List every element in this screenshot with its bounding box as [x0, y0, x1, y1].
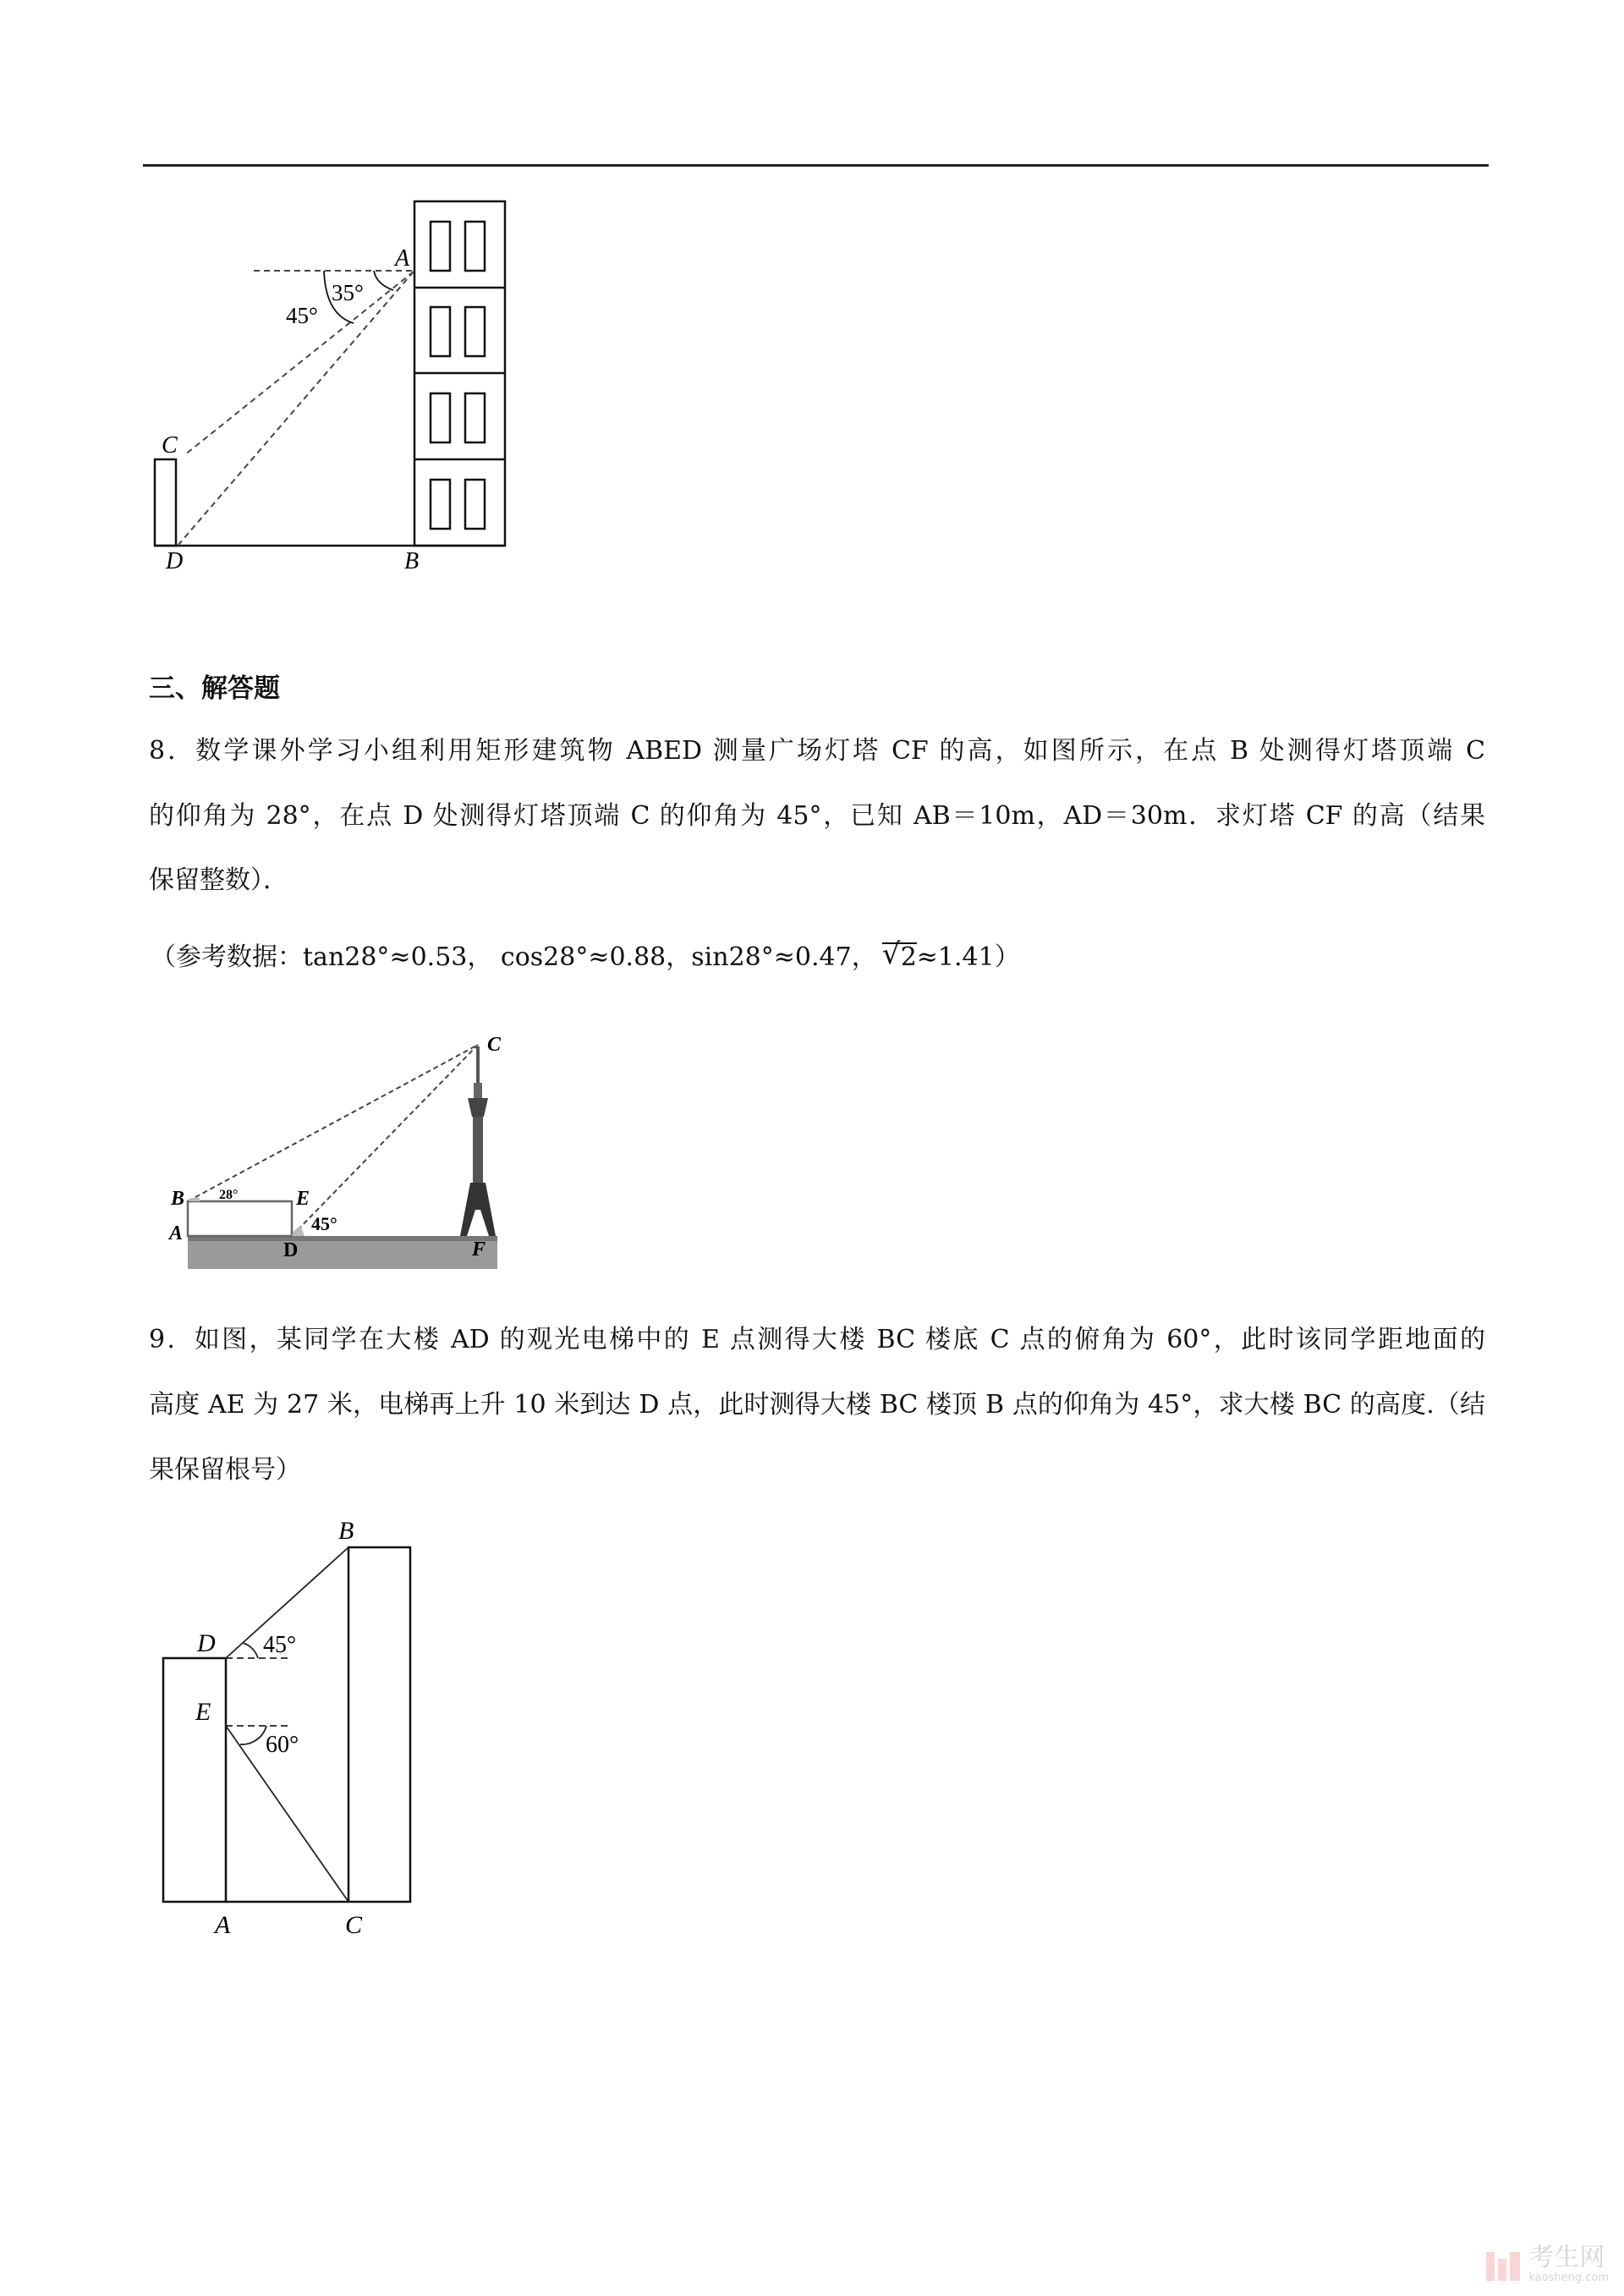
sqrt-symbol: [882, 942, 917, 971]
label-E: E: [296, 1188, 310, 1210]
angle-45: 45°: [263, 1632, 297, 1658]
watermark-en: kaosheng.com: [1528, 2271, 1609, 2284]
label-D: D: [197, 1629, 216, 1657]
watermark-logo-icon: [1486, 2247, 1522, 2282]
angle-28: 28°: [219, 1188, 239, 1202]
reference-radicand: 2: [900, 942, 917, 972]
q9-line-2: 高度 AE 为 27 米，电梯再上升 10 米到达 D 点，此时测得大楼 BC 楼顶 B 点的仰角为 45°，求大楼 BC 的高度.（结: [149, 1390, 1485, 1420]
label-A: A: [215, 1911, 231, 1939]
angle-45: 45°: [311, 1213, 337, 1234]
figure-elevator-buildings: [0, 1489, 508, 2013]
label-B: B: [404, 548, 420, 574]
section-heading: 三、解答题: [149, 673, 280, 704]
label-C: C: [162, 432, 178, 459]
q8-line-3: 保留整数）．: [149, 865, 288, 895]
label-C: C: [487, 1034, 502, 1056]
label-B: B: [338, 1517, 354, 1545]
angle-45: 45°: [286, 303, 318, 328]
label-E: E: [195, 1698, 211, 1726]
label-D: D: [166, 548, 184, 574]
label-A: A: [169, 1222, 184, 1244]
q9-line-3: 果保留根号）: [149, 1455, 301, 1485]
q8-reference-data: [151, 941, 1020, 975]
figure-building-angles: [0, 0, 592, 609]
label-B: B: [171, 1188, 185, 1210]
watermark-cn: 考生网: [1528, 2243, 1605, 2272]
angle-35: 35°: [332, 280, 364, 305]
reference-suffix: ≈1.41）: [916, 942, 1020, 972]
q9-line-1: 9．如图，某同学在大楼 AD 的观光电梯中的 E 点测得大楼 BC 楼底 C 点的俯角为 60°，此时该同学距地面的: [149, 1325, 1485, 1354]
label-A: A: [395, 245, 410, 272]
label-D: D: [283, 1239, 299, 1261]
label-F: F: [472, 1239, 486, 1261]
q8-line-2: 的仰角为 28°，在点 D 处测得灯塔顶端 C 的仰角为 45°，已知 AB＝10m，AD＝30m．求灯塔 CF 的高（结果: [149, 801, 1485, 831]
reference-prefix: （参考数据：tan28°≈0.53， cos28°≈0.88，sin28°≈0.47，: [151, 942, 877, 972]
figure-lighthouse: [0, 998, 592, 1303]
q8-line-1: 8．数学课外学习小组利用矩形建筑物 ABED 测量广场灯塔 CF 的高，如图所示，在点 B 处测得灯塔顶端 C: [149, 736, 1485, 766]
angle-60: 60°: [266, 1732, 299, 1758]
watermark: [1486, 2244, 1609, 2284]
label-C: C: [345, 1911, 363, 1939]
tower-icon: [460, 1046, 496, 1236]
